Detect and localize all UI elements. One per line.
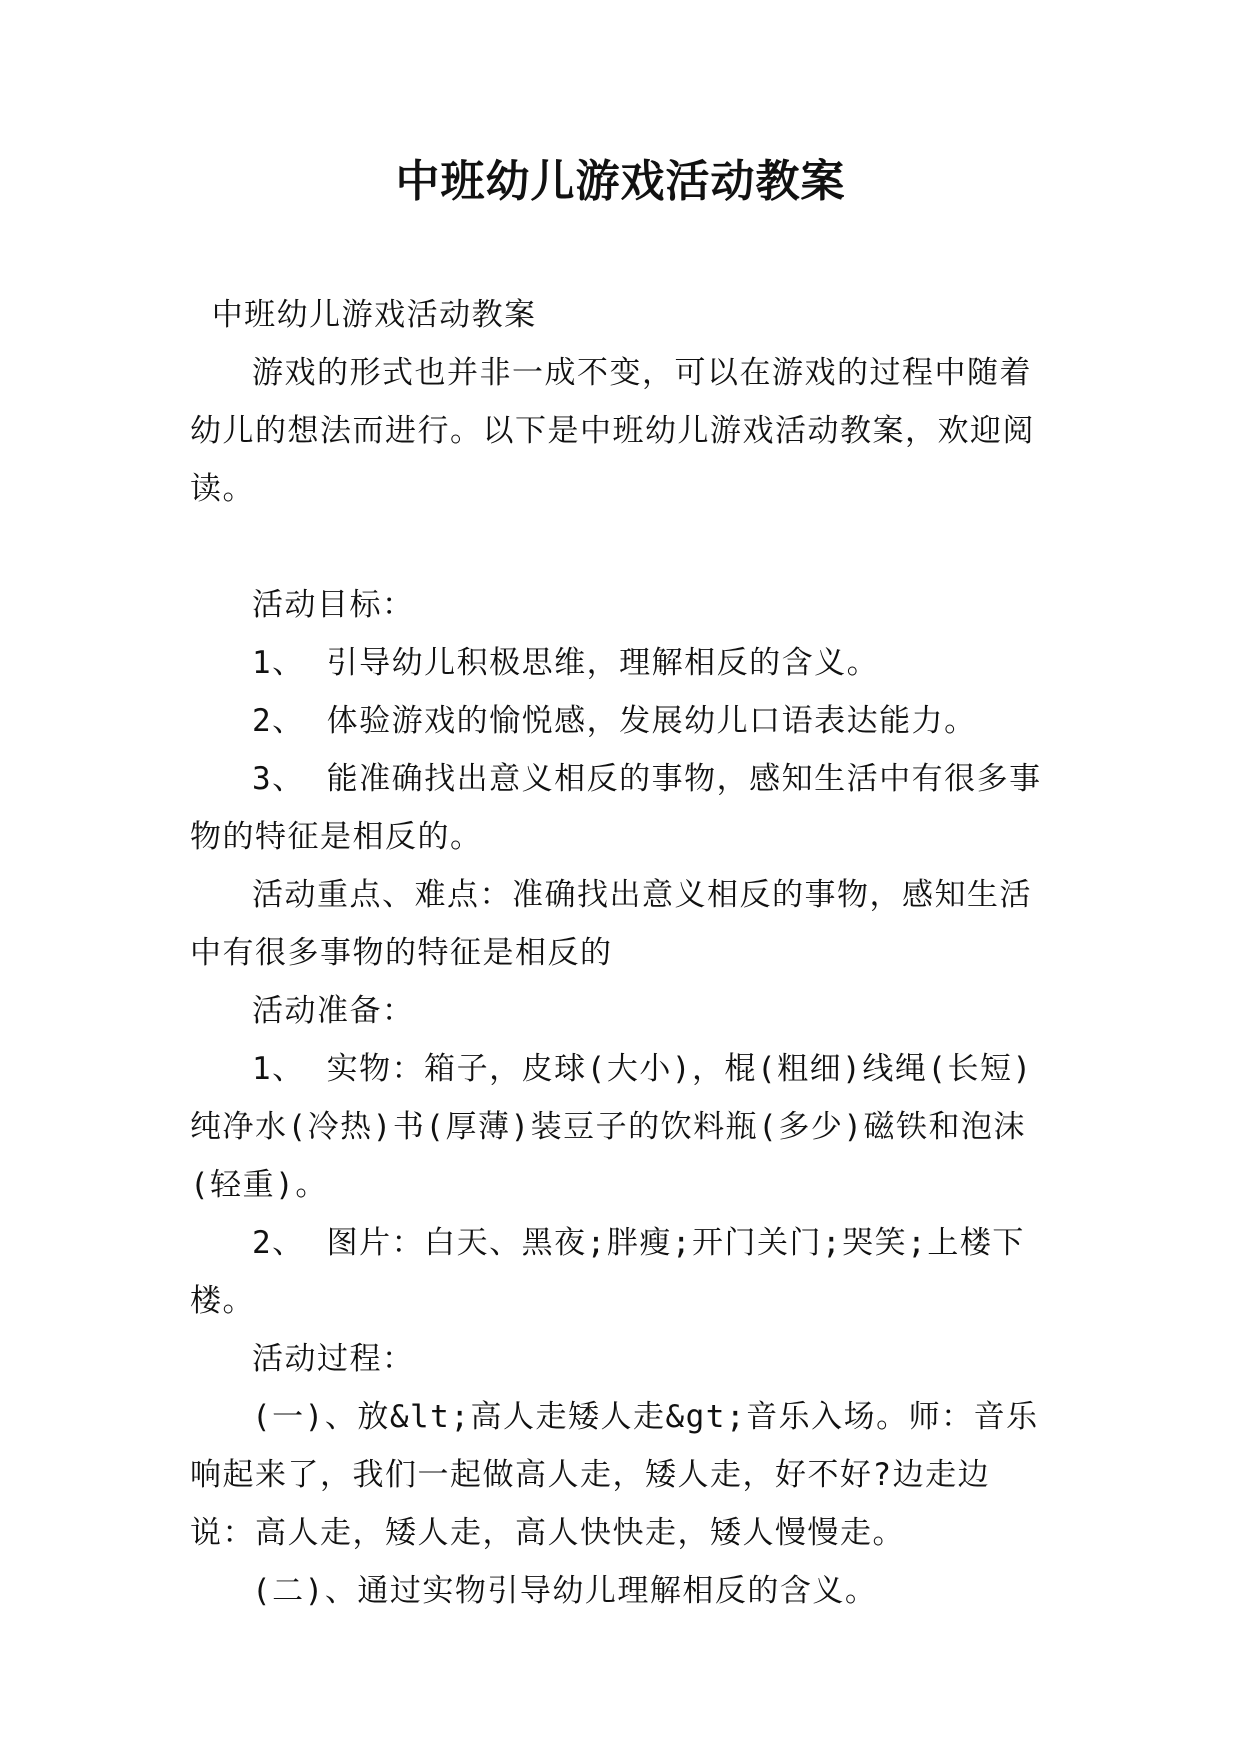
prep-text: 图片：白天、黑夜;胖瘦;开门关门;哭笑;上楼下楼。 — [190, 1225, 1025, 1319]
document-subtitle: 中班幼儿游戏活动教案 — [211, 297, 537, 333]
goal-item — [190, 750, 1050, 866]
prep-number: 1、 — [252, 1051, 305, 1087]
goal-text: 能准确找出意义相反的事物，感知生活中有很多事物的特征是相反的。 — [190, 761, 1042, 855]
goal-number: 2、 — [252, 703, 305, 739]
key-points-paragraph: 活动重点、难点：准确找出意义相反的事物，感知生活中有很多事物的特征是相反的 — [190, 877, 1032, 971]
goal-item — [190, 634, 1050, 692]
prep-item — [190, 1040, 1050, 1214]
goal-text: 体验游戏的愉悦感，发展幼儿口语表达能力。 — [326, 703, 977, 739]
prep-number: 2、 — [252, 1225, 305, 1261]
document-title: 中班幼儿游戏活动教案 — [395, 156, 846, 207]
prep-text: 实物：箱子，皮球(大小)，棍(粗细)线绳(长短)纯净水(冷热)书(厚薄)装豆子的饮料瓶(多少)磁铁和泡沫(轻重)。 — [190, 1051, 1033, 1203]
intro-paragraph: 游戏的形式也并非一成不变，可以在游戏的过程中随着幼儿的想法而进行。以下是中班幼儿游戏活动教案，欢迎阅读。 — [190, 355, 1035, 507]
prep-item — [190, 1214, 1050, 1330]
goal-item — [190, 692, 1050, 750]
document-body — [190, 286, 1050, 1620]
process-step: (二)、通过实物引导幼儿理解相反的含义。 — [252, 1573, 878, 1609]
process-step: (一)、放&lt;高人走矮人走&gt;音乐入场。师：音乐响起来了，我们一起做高人走，矮人走，好不好?边走边说：高人走，矮人走，高人快快走，矮人慢慢走。 — [190, 1399, 1039, 1551]
goal-number: 1、 — [252, 645, 305, 681]
goal-number: 3、 — [252, 761, 305, 797]
goals-heading: 活动目标： — [252, 587, 415, 623]
prep-heading: 活动准备： — [252, 993, 415, 1029]
process-heading: 活动过程： — [252, 1341, 415, 1377]
goal-text: 引导幼儿积极思维，理解相反的含义。 — [326, 645, 880, 681]
